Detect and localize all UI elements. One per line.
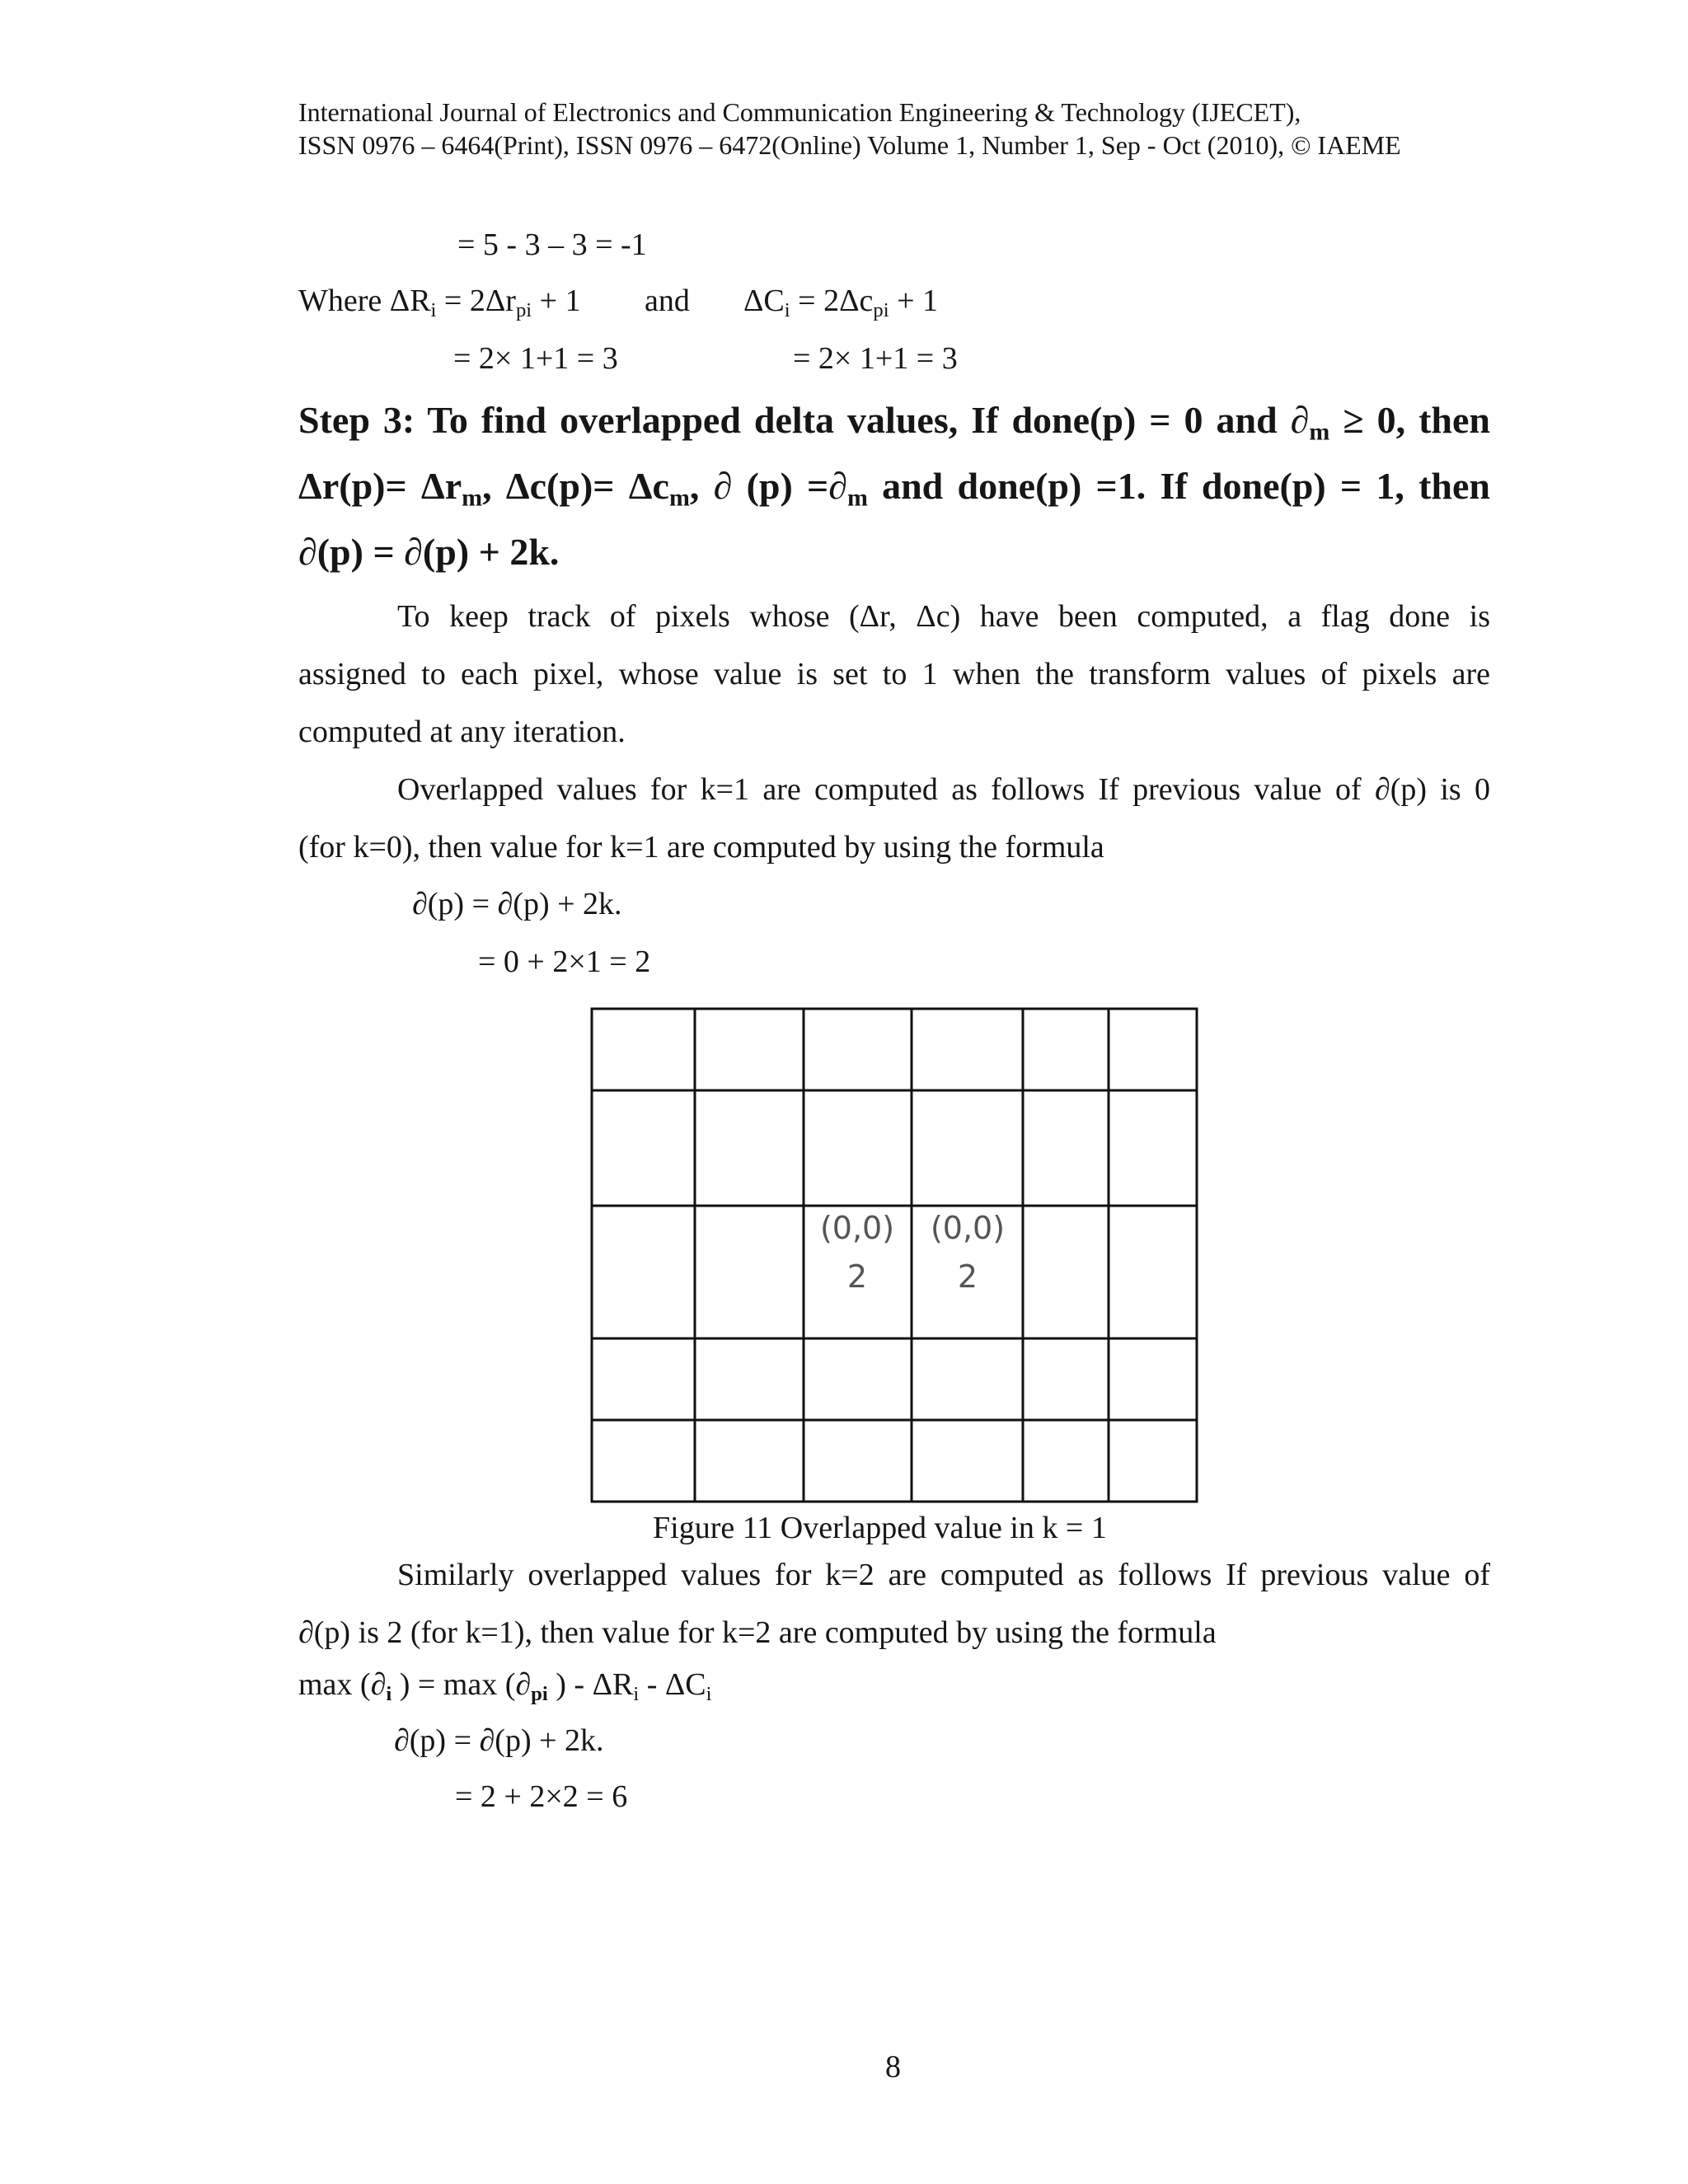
c-prefix: ΔC	[743, 284, 785, 318]
cell-a-value: 2	[846, 1258, 868, 1295]
where-sub-pi: pi	[515, 298, 532, 321]
where-plus1: + 1	[532, 284, 581, 318]
para3-formula: ∂(p) = ∂(p) + 2k.	[394, 1723, 604, 1758]
step3-line3: ∂(p) = ∂(p) + 2k.	[298, 531, 560, 573]
equation-max: $\max (\partial_i$ ) = $\max (\partial_{pi}$ ) - $\Delta R_i - \Delta C_i$	[298, 1667, 712, 1705]
para2-result: = 0 + 2×1 = 2	[478, 944, 651, 979]
where-prefix: Where ΔR	[298, 284, 431, 318]
para1-line1: To keep track of pixels whose (Δr, Δc) have been computed, a flag done is	[397, 599, 1490, 634]
equation-result-minus1: = 5 - 3 – 3 = -1	[457, 227, 647, 262]
c-eq: = 2Δc	[790, 284, 874, 318]
journal-header-line2: ISSN 0976 – 6464(Print), ISSN 0976 – 6472(Online) Volume 1, Number 1, Sep - Oct (2010), © IAEME	[298, 130, 1401, 160]
where-eq1: = 2Δr	[436, 284, 516, 318]
journal-header-line1: International Journal of Electronics and Communication Engineering & Technology (IJECET),	[298, 97, 1301, 127]
step3-line1: Step 3: To find overlapped delta values, If done(p) = 0 and $\partial_m \ge 0$, then	[298, 399, 1490, 446]
equation-delta-r-value: = 2× 1+1 = 3	[453, 341, 618, 376]
para3-line1: Similarly overlapped values for k=2 are computed as follows If previous value of	[397, 1558, 1490, 1592]
c-sub-pi: pi	[873, 298, 889, 321]
where-and: and	[645, 284, 690, 318]
page-number: 8	[885, 2050, 901, 2084]
step3-line2: $\Delta r(p)= \Delta r_m$, $\Delta c(p)= \Delta c_m$, ∂ $(p) =\partial_m$ and done(p) =1. If done(p) = 1, then	[298, 465, 1490, 512]
cell-a-coord: (0,0)	[819, 1210, 895, 1246]
para2-line1: Overlapped values for k=1 are computed as follows If previous value of ∂(p) is 0	[397, 772, 1490, 807]
c-plus1: + 1	[889, 284, 939, 318]
c-sub-i: i	[784, 298, 790, 321]
cell-b-coord: (0,0)	[930, 1210, 1006, 1246]
para1-line2: assigned to each pixel, whose value is set to 1 when the transform values of pixels are	[298, 657, 1490, 691]
para2-formula: ∂(p) = ∂(p) + 2k.	[412, 887, 622, 921]
figure-caption: Figure 11 Overlapped value in k = 1	[653, 1511, 1107, 1545]
grid-border	[592, 1009, 1197, 1502]
para1-line3: computed at any iteration.	[298, 715, 626, 749]
where-sub-i: i	[430, 298, 437, 321]
para3-line2: ∂(p) is 2 (for k=1), then value for k=2 are computed by using the formula	[298, 1615, 1217, 1650]
equation-delta-c-value: = 2× 1+1 = 3	[793, 341, 958, 376]
para2-line2: (for k=0), then value for k=1 are computed by using the formula	[298, 830, 1104, 865]
cell-b-value: 2	[957, 1258, 978, 1295]
para3-result: = 2 + 2×2 = 6	[455, 1779, 628, 1814]
